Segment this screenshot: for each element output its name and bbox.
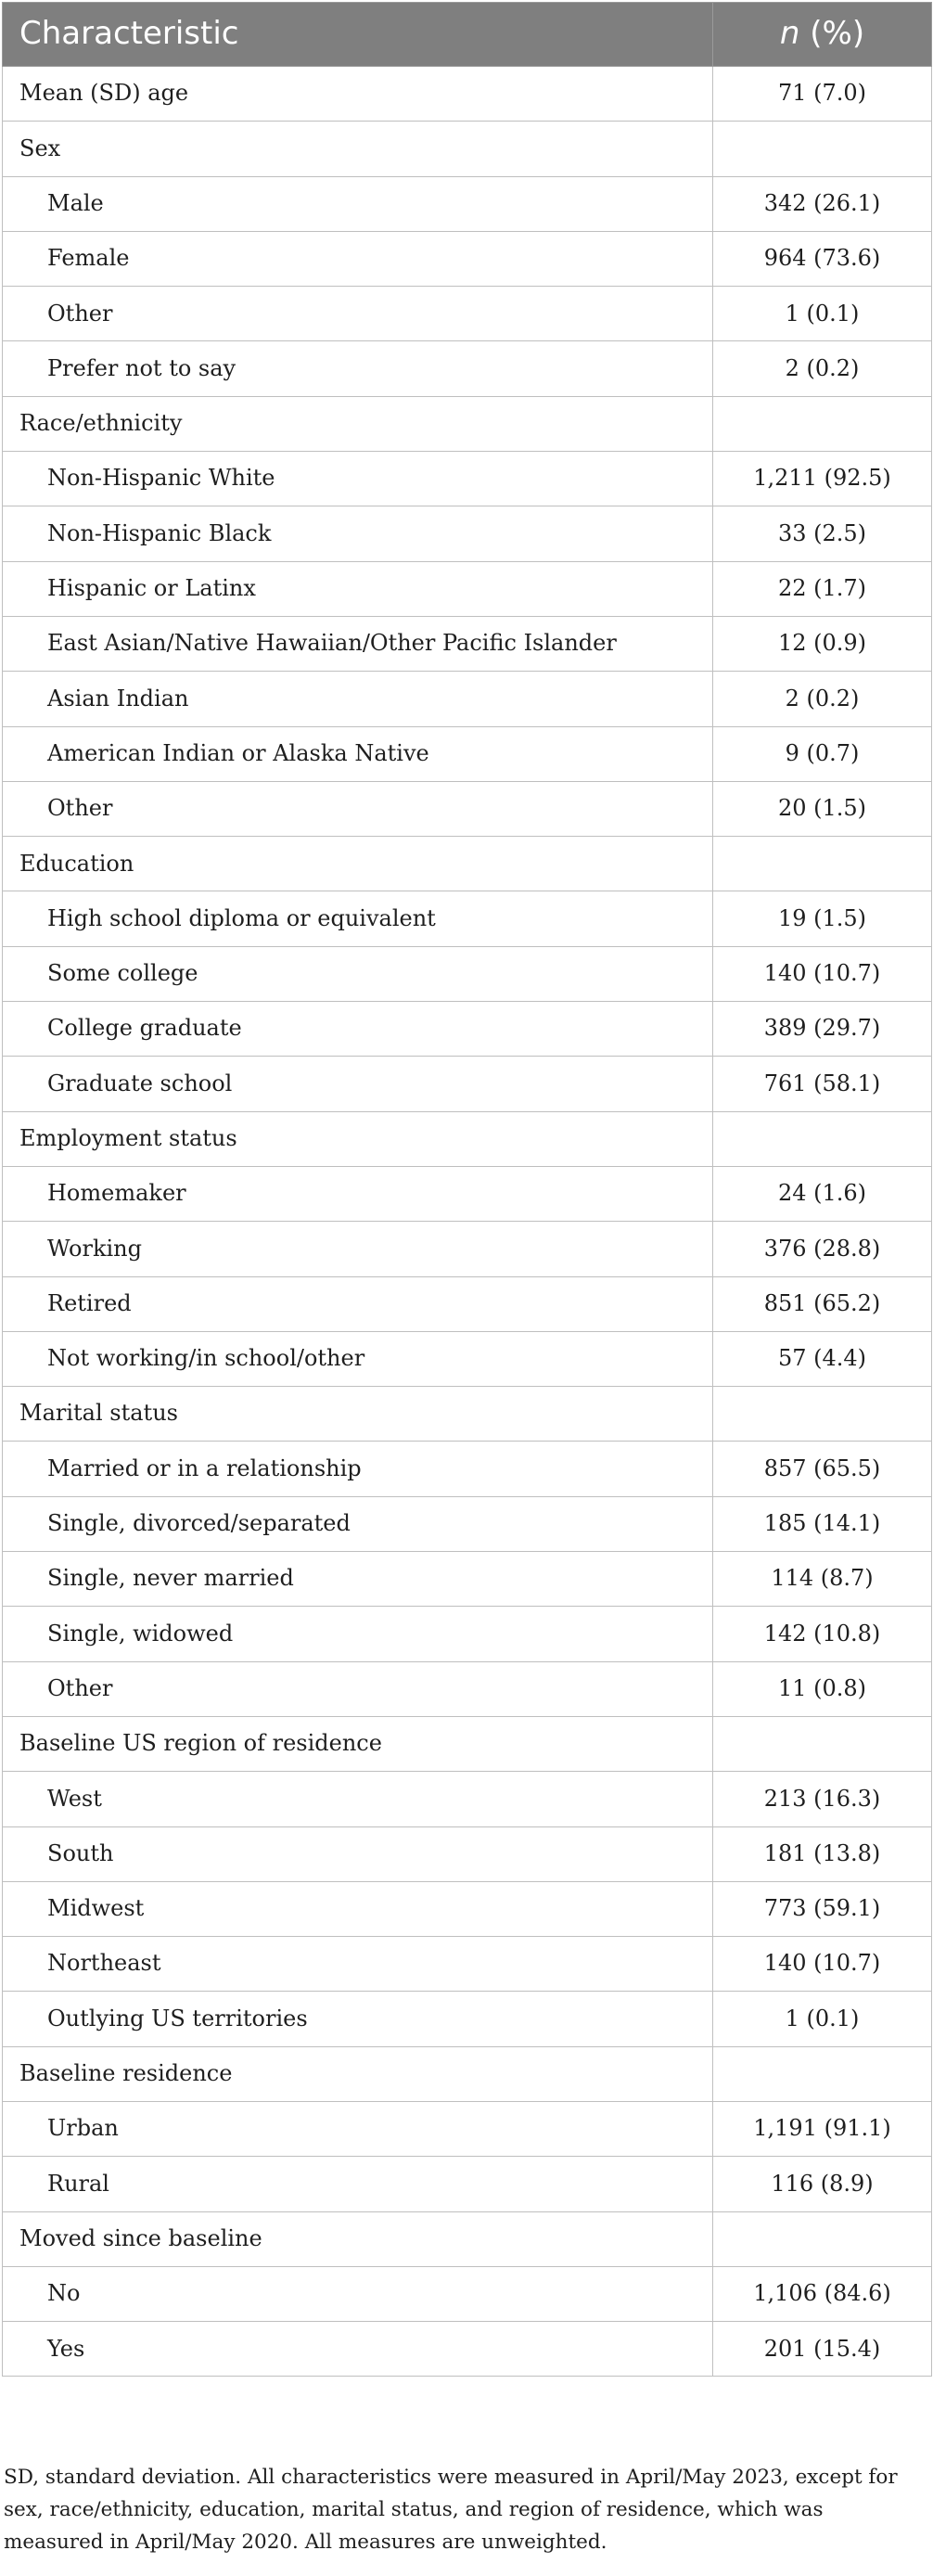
row-label: Retired xyxy=(3,1276,713,1331)
row-value xyxy=(713,122,932,176)
row-label: Asian Indian xyxy=(3,672,713,726)
row-label: Baseline US region of residence xyxy=(3,1716,713,1771)
row-label: East Asian/Native Hawaiian/Other Pacific Islander xyxy=(3,616,713,671)
row-value: 185 (14.1) xyxy=(713,1496,932,1551)
table-row xyxy=(3,1772,932,1826)
table-row xyxy=(3,1442,932,1496)
row-label: Marital status xyxy=(3,1387,713,1442)
row-value: 22 (1.7) xyxy=(713,561,932,616)
row-value: 20 (1.5) xyxy=(713,781,932,836)
row-value xyxy=(713,396,932,451)
table-row xyxy=(3,2322,932,2377)
table-row xyxy=(3,561,932,616)
row-value: 1,211 (92.5) xyxy=(713,452,932,506)
row-label: Single, widowed xyxy=(3,1607,713,1661)
row-value: 181 (13.8) xyxy=(713,1826,932,1881)
row-label: Other xyxy=(3,1661,713,1716)
row-value xyxy=(713,1716,932,1771)
row-value: 2 (0.2) xyxy=(713,672,932,726)
n-symbol: n xyxy=(779,15,800,53)
row-label: Rural xyxy=(3,2157,713,2211)
row-value: 11 (0.8) xyxy=(713,1661,932,1716)
row-label: College graduate xyxy=(3,1002,713,1057)
row-label: Female xyxy=(3,231,713,286)
row-label: Working xyxy=(3,1222,713,1276)
row-value: 2 (0.2) xyxy=(713,341,932,396)
row-label: Single, divorced/separated xyxy=(3,1496,713,1551)
row-value: 114 (8.7) xyxy=(713,1552,932,1607)
row-value: 773 (59.1) xyxy=(713,1881,932,1936)
table-row xyxy=(3,2266,932,2321)
table-row xyxy=(3,1881,932,1936)
table-header-row xyxy=(3,3,932,67)
row-label: Outlying US territories xyxy=(3,1992,713,2046)
group-header-row xyxy=(3,396,932,451)
table-row xyxy=(3,452,932,506)
group-header-row xyxy=(3,2046,932,2101)
row-value: 342 (26.1) xyxy=(713,176,932,231)
table-row xyxy=(3,1992,932,2046)
row-value: 140 (10.7) xyxy=(713,946,932,1001)
row-label: Sex xyxy=(3,122,713,176)
row-value: 12 (0.9) xyxy=(713,616,932,671)
row-value: 19 (1.5) xyxy=(713,891,932,946)
table-row xyxy=(3,231,932,286)
row-label: Urban xyxy=(3,2101,713,2156)
row-value xyxy=(713,2046,932,2101)
table-row xyxy=(3,2157,932,2211)
row-value: 33 (2.5) xyxy=(713,506,932,561)
row-value: 142 (10.8) xyxy=(713,1607,932,1661)
table-row xyxy=(3,341,932,396)
row-label: Not working/in school/other xyxy=(3,1331,713,1386)
row-value: 376 (28.8) xyxy=(713,1222,932,1276)
row-label: Northeast xyxy=(3,1937,713,1992)
row-label: Some college xyxy=(3,946,713,1001)
group-header-row xyxy=(3,1716,932,1771)
table-row xyxy=(3,616,932,671)
table-row xyxy=(3,1552,932,1607)
table-row xyxy=(3,946,932,1001)
row-value: 857 (65.5) xyxy=(713,1442,932,1496)
row-label: Moved since baseline xyxy=(3,2211,713,2266)
row-label: Education xyxy=(3,837,713,891)
row-label: South xyxy=(3,1826,713,1881)
row-label: High school diploma or equivalent xyxy=(3,891,713,946)
table-row xyxy=(3,891,932,946)
table-row xyxy=(3,1496,932,1551)
row-value: 201 (15.4) xyxy=(713,2322,932,2377)
table-row xyxy=(3,1937,932,1992)
table-row xyxy=(3,1057,932,1111)
row-value: 1 (0.1) xyxy=(713,287,932,341)
row-label: Race/ethnicity xyxy=(3,396,713,451)
row-label: Prefer not to say xyxy=(3,341,713,396)
row-value: 57 (4.4) xyxy=(713,1331,932,1386)
row-value: 9 (0.7) xyxy=(713,726,932,781)
group-header-row xyxy=(3,837,932,891)
row-label: American Indian or Alaska Native xyxy=(3,726,713,781)
row-value: 116 (8.9) xyxy=(713,2157,932,2211)
row-label: Non-Hispanic Black xyxy=(3,506,713,561)
table-row xyxy=(3,1331,932,1386)
row-label: Male xyxy=(3,176,713,231)
row-value: 1,191 (91.1) xyxy=(713,2101,932,2156)
table-footnote: SD, standard deviation. All characteristics were measured in April/May 2023, except for sex, race/ethnicity, education, marital status, and region of residence, which was measured in April/May 2020. All measures are unweighted. xyxy=(4,2466,898,2554)
row-value: 71 (7.0) xyxy=(713,67,932,122)
row-label: Graduate school xyxy=(3,1057,713,1111)
table-row xyxy=(3,176,932,231)
row-value: 964 (73.6) xyxy=(713,231,932,286)
table-row xyxy=(3,1826,932,1881)
n-percent-column-header xyxy=(713,3,932,67)
row-label: Baseline residence xyxy=(3,2046,713,2101)
table-row xyxy=(3,287,932,341)
row-label: Married or in a relationship xyxy=(3,1442,713,1496)
group-header-row xyxy=(3,2211,932,2266)
table-row xyxy=(3,672,932,726)
row-label: Other xyxy=(3,287,713,341)
characteristic-column-header: Characteristic xyxy=(3,3,713,67)
row-value: 140 (10.7) xyxy=(713,1937,932,1992)
row-label: Other xyxy=(3,781,713,836)
table-row xyxy=(3,2101,932,2156)
row-value xyxy=(713,837,932,891)
percent-label: (%) xyxy=(799,15,865,53)
table-row xyxy=(3,726,932,781)
row-value: 1 (0.1) xyxy=(713,1992,932,2046)
row-value: 1,106 (84.6) xyxy=(713,2266,932,2321)
row-value: 851 (65.2) xyxy=(713,1276,932,1331)
table-row xyxy=(3,781,932,836)
group-header-row xyxy=(3,1111,932,1166)
table-row xyxy=(3,67,932,122)
row-label: Single, never married xyxy=(3,1552,713,1607)
table-body xyxy=(3,67,932,2377)
row-label: Hispanic or Latinx xyxy=(3,561,713,616)
table-row xyxy=(3,1276,932,1331)
row-label: West xyxy=(3,1772,713,1826)
row-value: 24 (1.6) xyxy=(713,1166,932,1221)
row-label: Non-Hispanic White xyxy=(3,452,713,506)
table-row xyxy=(3,1166,932,1221)
table-row xyxy=(3,506,932,561)
row-label: Midwest xyxy=(3,1881,713,1936)
row-label: Employment status xyxy=(3,1111,713,1166)
row-label: Yes xyxy=(3,2322,713,2377)
row-value: 389 (29.7) xyxy=(713,1002,932,1057)
row-value xyxy=(713,1111,932,1166)
table-row xyxy=(3,1222,932,1276)
table-row xyxy=(3,1002,932,1057)
row-value: 213 (16.3) xyxy=(713,1772,932,1826)
characteristics-table xyxy=(2,2,932,2377)
row-label: Mean (SD) age xyxy=(3,67,713,122)
row-value xyxy=(713,2211,932,2266)
row-value: 761 (58.1) xyxy=(713,1057,932,1111)
row-label: Homemaker xyxy=(3,1166,713,1221)
row-value xyxy=(713,1387,932,1442)
group-header-row xyxy=(3,122,932,176)
row-label: No xyxy=(3,2266,713,2321)
table-row xyxy=(3,1661,932,1716)
group-header-row xyxy=(3,1387,932,1442)
table-row xyxy=(3,1607,932,1661)
